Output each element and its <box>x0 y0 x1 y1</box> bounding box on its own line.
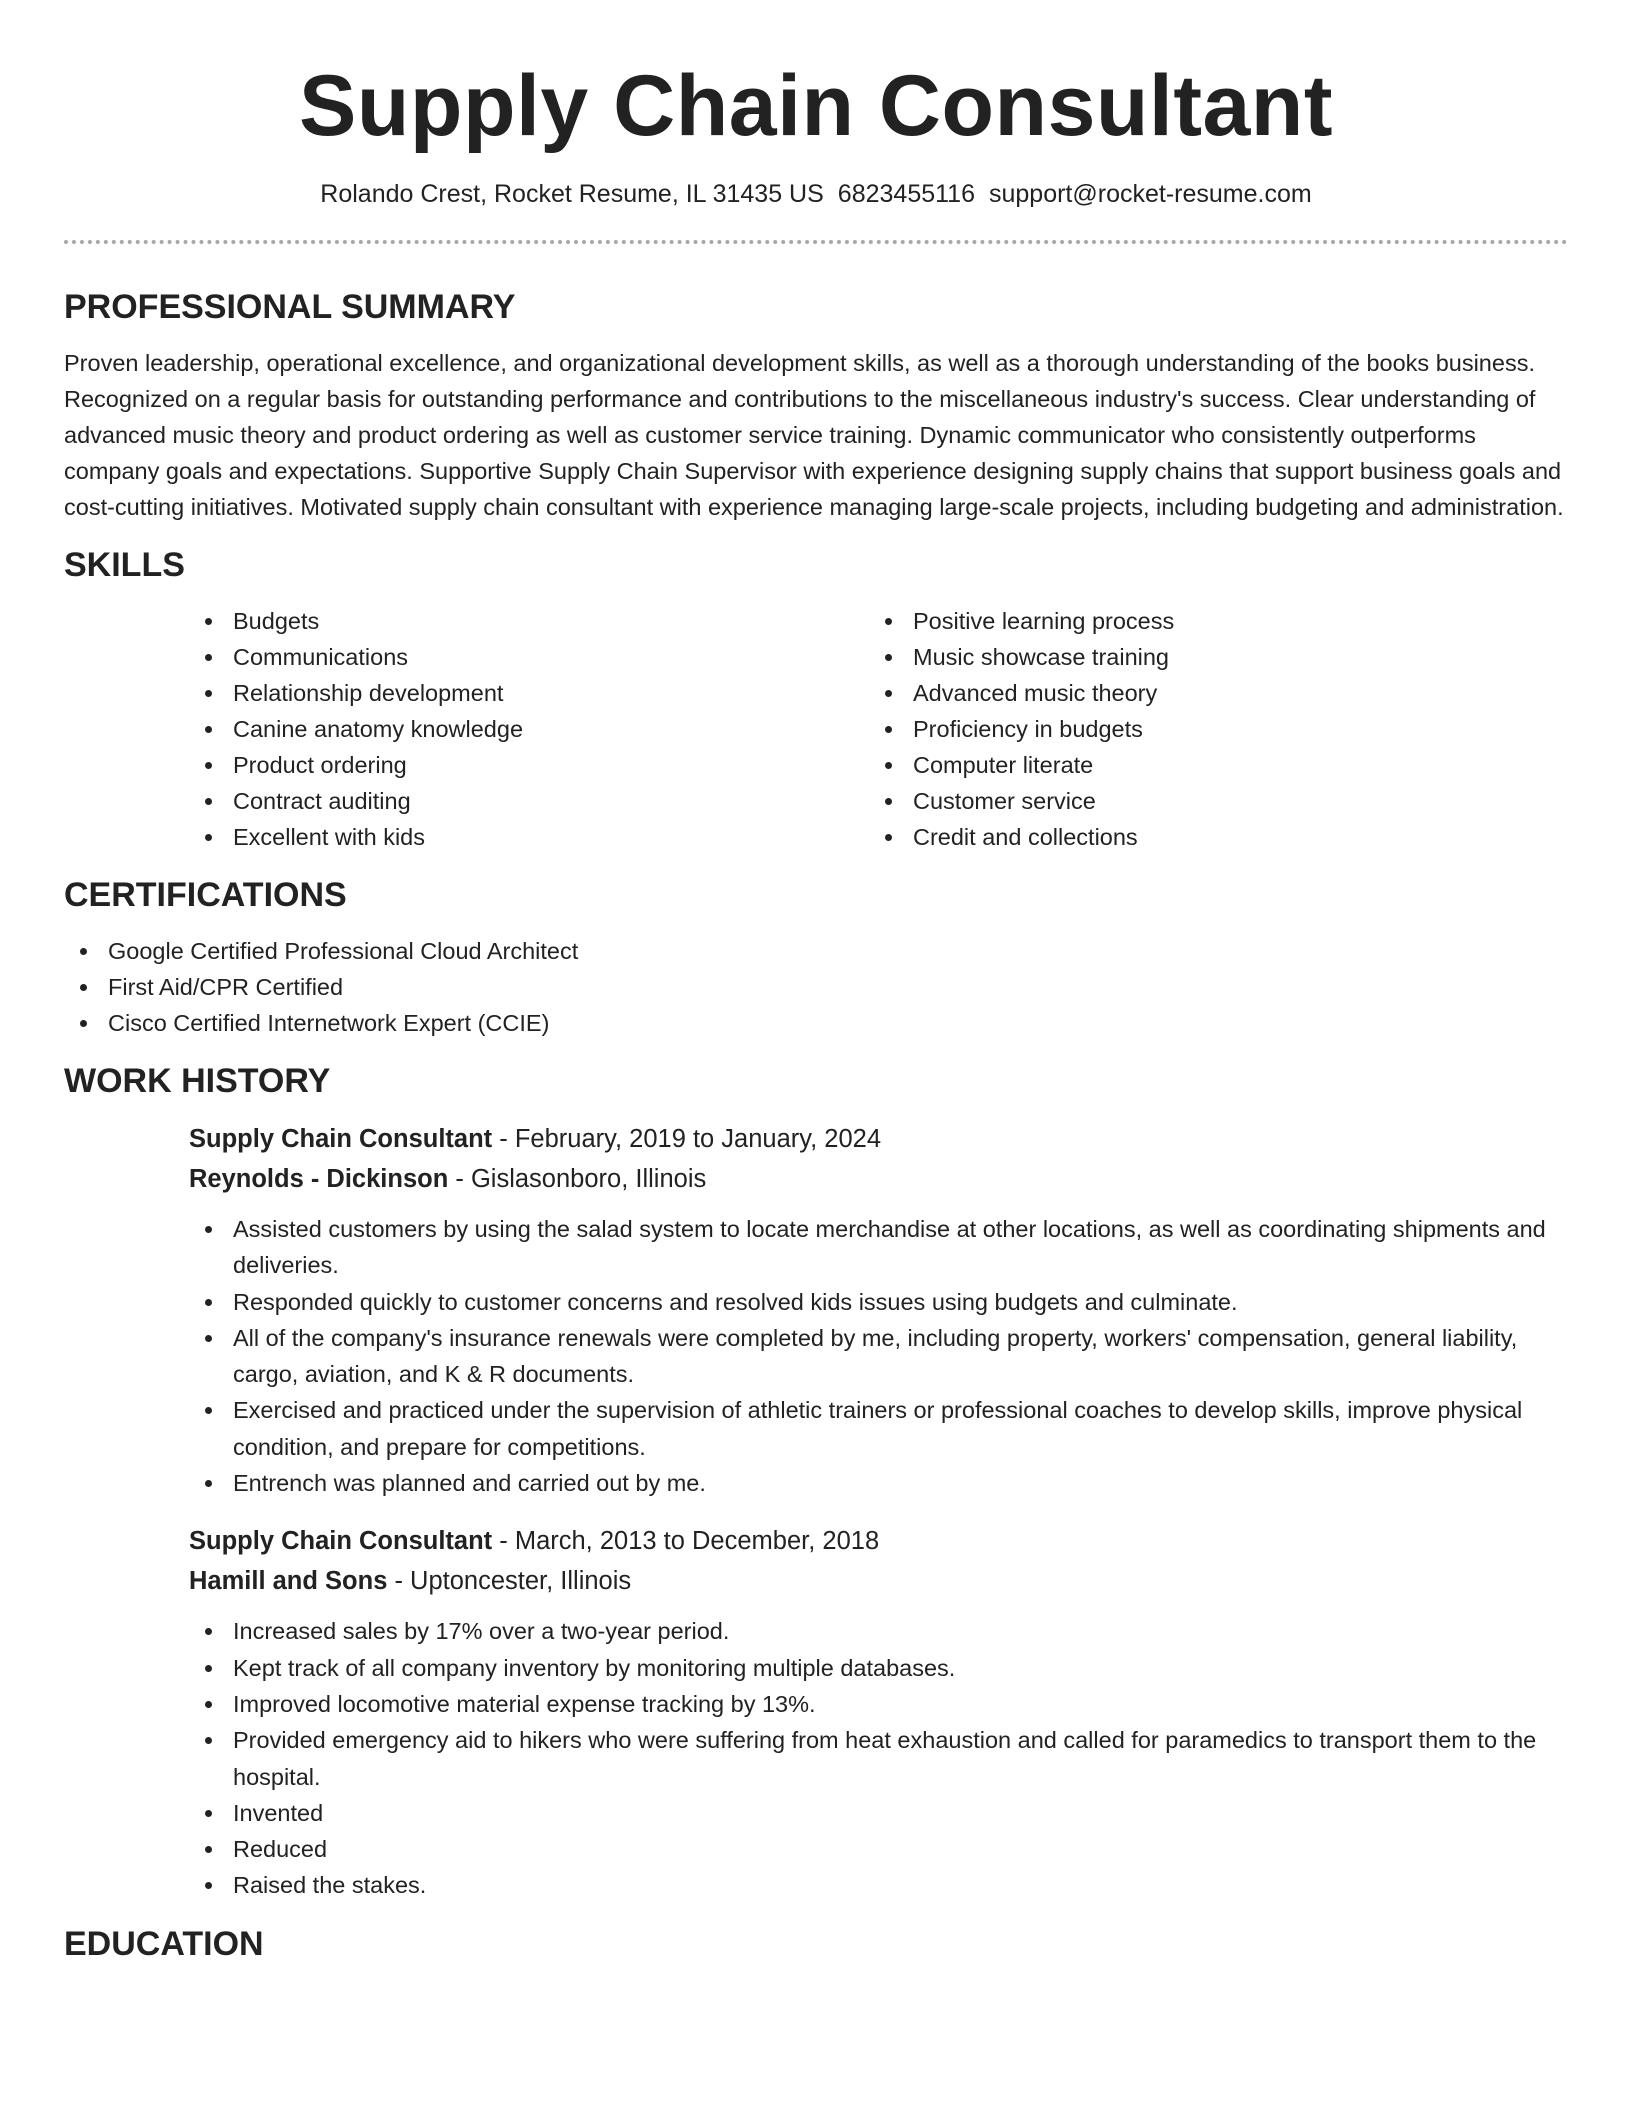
skill-item: Proficiency in budgets <box>869 711 1549 747</box>
candidate-name: Supply Chain Consultant <box>299 58 1333 154</box>
job-bullet: Increased sales by 17% over a two-year period. <box>189 1613 1568 1649</box>
skill-item: Product ordering <box>189 747 869 783</box>
job-dates: - March, 2013 to December, 2018 <box>492 1527 880 1556</box>
certification-item: Cisco Certified Internetwork Expert (CCIE) <box>64 1005 1568 1041</box>
contact-email: support@rocket-resume.com <box>988 180 1312 208</box>
job-bullet: Responded quickly to customer concerns and resolved kids issues using budgets and culminate. <box>189 1284 1568 1320</box>
skills-left-column <box>189 603 869 855</box>
certifications-heading: CERTIFICATIONS <box>64 876 347 914</box>
job-bullet: Exercised and practiced under the supervision of athletic trainers or professional coaches to develop skills, improve physical condition, and prepare for competitions. <box>189 1392 1568 1465</box>
job-role: Supply Chain Consultant <box>189 1527 493 1556</box>
skill-item: Relationship development <box>189 675 869 711</box>
resume-page <box>64 0 1568 1964</box>
job-company-line <box>189 1159 1568 1199</box>
job-company: Reynolds - Dickinson <box>189 1165 449 1193</box>
skill-item: Canine anatomy knowledge <box>189 711 869 747</box>
skill-item: Credit and collections <box>869 819 1549 855</box>
contact-line <box>64 178 1568 210</box>
job-location: - Gislasonboro, Illinois <box>448 1165 707 1193</box>
job-bullet: Assisted customers by using the salad system to locate merchandise at other locations, as well as coordinating shipments and deliveries. <box>189 1211 1568 1284</box>
skill-item: Contract auditing <box>189 783 869 819</box>
job-bullet: Invented <box>189 1795 1568 1831</box>
skill-item: Music showcase training <box>869 639 1549 675</box>
skill-item: Excellent with kids <box>189 819 869 855</box>
job-entry <box>189 1521 1568 1903</box>
certification-item: Google Certified Professional Cloud Architect <box>64 933 1568 969</box>
job-entry <box>189 1119 1568 1501</box>
work-history-heading: WORK HISTORY <box>64 1062 331 1100</box>
header-divider <box>64 240 1568 244</box>
contact-address: Rolando Crest, Rocket Resume, IL 31435 US <box>320 180 824 208</box>
skill-item: Communications <box>189 639 869 675</box>
job-bullet: Entrench was planned and carried out by me. <box>189 1465 1568 1501</box>
job-title-line <box>189 1521 1568 1561</box>
skills-list <box>189 603 1568 855</box>
job-bullet: Improved locomotive material expense tracking by 13%. <box>189 1686 1568 1722</box>
job-bullets <box>189 1211 1568 1501</box>
job-dates: - February, 2019 to January, 2024 <box>492 1125 882 1153</box>
skill-item: Positive learning process <box>869 603 1549 639</box>
skills-heading: SKILLS <box>64 546 185 584</box>
skill-item: Computer literate <box>869 747 1549 783</box>
job-bullets <box>189 1613 1568 1903</box>
job-role: Supply Chain Consultant <box>189 1125 493 1153</box>
certification-item: First Aid/CPR Certified <box>64 969 1568 1005</box>
contact-phone: 6823455116 <box>837 180 975 208</box>
summary-heading: PROFESSIONAL SUMMARY <box>64 288 516 326</box>
certifications-list <box>64 933 1568 1041</box>
job-bullet: Provided emergency aid to hikers who were suffering from heat exhaustion and called for paramedics to transport them to the hospital. <box>189 1722 1568 1795</box>
job-location: - Uptoncester, Illinois <box>387 1567 632 1596</box>
job-bullet: Reduced <box>189 1831 1568 1867</box>
job-company-line <box>189 1561 1568 1601</box>
skill-item: Customer service <box>869 783 1549 819</box>
job-company: Hamill and Sons <box>189 1567 388 1596</box>
education-heading: EDUCATION <box>64 1924 264 1963</box>
job-bullet: Raised the stakes. <box>189 1867 1568 1903</box>
skill-item: Advanced music theory <box>869 675 1549 711</box>
job-bullet: All of the company's insurance renewals were completed by me, including property, workers' compensation, general liability, cargo, aviation, and K & R documents. <box>189 1320 1568 1393</box>
summary-text: Proven leadership, operational excellence, and organizational development skills, as well as a thorough understanding of the books business. Recognized on a regular basis for outstanding performance and contributions to the miscellaneous industry's success. Clear understanding of advanced music theory and product ordering as well as customer service training. Dynamic communicator who consistently outperforms company goals and expectations. Supportive Supply Chain Supervisor with experience designing supply chains that support business goals and cost-cutting initiatives. Motivated supply chain consultant with experience managing large-scale projects, including budgeting and administration. <box>64 350 1564 520</box>
job-title-line <box>189 1119 1568 1159</box>
skills-right-column <box>869 603 1549 855</box>
skill-item: Budgets <box>189 603 869 639</box>
job-bullet: Kept track of all company inventory by monitoring multiple databases. <box>189 1650 1568 1686</box>
